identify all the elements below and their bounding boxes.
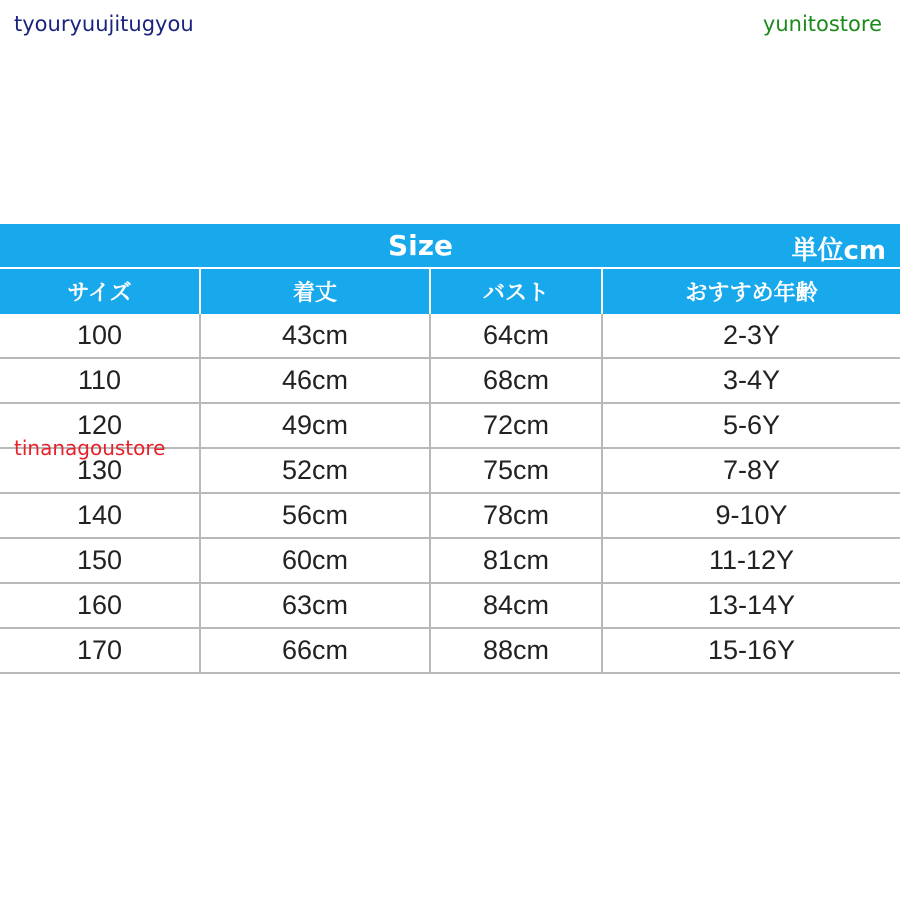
cell-age: 13-14Y bbox=[602, 583, 900, 628]
table-row bbox=[0, 314, 900, 358]
cell-bust: 81cm bbox=[430, 538, 602, 583]
cell-bust: 75cm bbox=[430, 448, 602, 493]
watermark-top-left: tyouryuujitugyou bbox=[14, 12, 194, 36]
size-chart-title: Size bbox=[388, 229, 454, 262]
cell-length: 43cm bbox=[200, 314, 430, 358]
cell-bust: 68cm bbox=[430, 358, 602, 403]
cell-age: 2-3Y bbox=[602, 314, 900, 358]
cell-bust: 72cm bbox=[430, 403, 602, 448]
cell-age: 3-4Y bbox=[602, 358, 900, 403]
table-row bbox=[0, 628, 900, 673]
cell-age: 11-12Y bbox=[602, 538, 900, 583]
table-row bbox=[0, 538, 900, 583]
size-table bbox=[0, 267, 900, 674]
cell-size: 140 bbox=[0, 493, 200, 538]
cell-size: 130 bbox=[0, 448, 200, 493]
cell-age: 5-6Y bbox=[602, 403, 900, 448]
cell-bust: 64cm bbox=[430, 314, 602, 358]
header-recommended-age: おすすめ年齢 bbox=[602, 268, 900, 314]
cell-length: 66cm bbox=[200, 628, 430, 673]
cell-size: 170 bbox=[0, 628, 200, 673]
cell-length: 52cm bbox=[200, 448, 430, 493]
size-chart-title-bar bbox=[0, 224, 900, 267]
table-row bbox=[0, 583, 900, 628]
table-header-row bbox=[0, 268, 900, 314]
watermark-top-right: yunitostore bbox=[762, 12, 882, 36]
table-row bbox=[0, 358, 900, 403]
cell-size: 100 bbox=[0, 314, 200, 358]
cell-age: 9-10Y bbox=[602, 493, 900, 538]
cell-age: 7-8Y bbox=[602, 448, 900, 493]
header-length: 着丈 bbox=[200, 268, 430, 314]
size-chart-unit: 単位cm bbox=[791, 236, 886, 266]
cell-length: 63cm bbox=[200, 583, 430, 628]
cell-length: 60cm bbox=[200, 538, 430, 583]
header-size: サイズ bbox=[0, 268, 200, 314]
cell-length: 49cm bbox=[200, 403, 430, 448]
cell-bust: 84cm bbox=[430, 583, 602, 628]
cell-bust: 88cm bbox=[430, 628, 602, 673]
cell-size: 160 bbox=[0, 583, 200, 628]
header-bust: バスト bbox=[430, 268, 602, 314]
table-row bbox=[0, 493, 900, 538]
cell-size: 150 bbox=[0, 538, 200, 583]
cell-length: 56cm bbox=[200, 493, 430, 538]
cell-size: 110 bbox=[0, 358, 200, 403]
cell-age: 15-16Y bbox=[602, 628, 900, 673]
cell-bust: 78cm bbox=[430, 493, 602, 538]
watermark-middle-left: tinanagoustore bbox=[14, 436, 166, 460]
cell-length: 46cm bbox=[200, 358, 430, 403]
cell-size: 120 bbox=[0, 403, 200, 448]
